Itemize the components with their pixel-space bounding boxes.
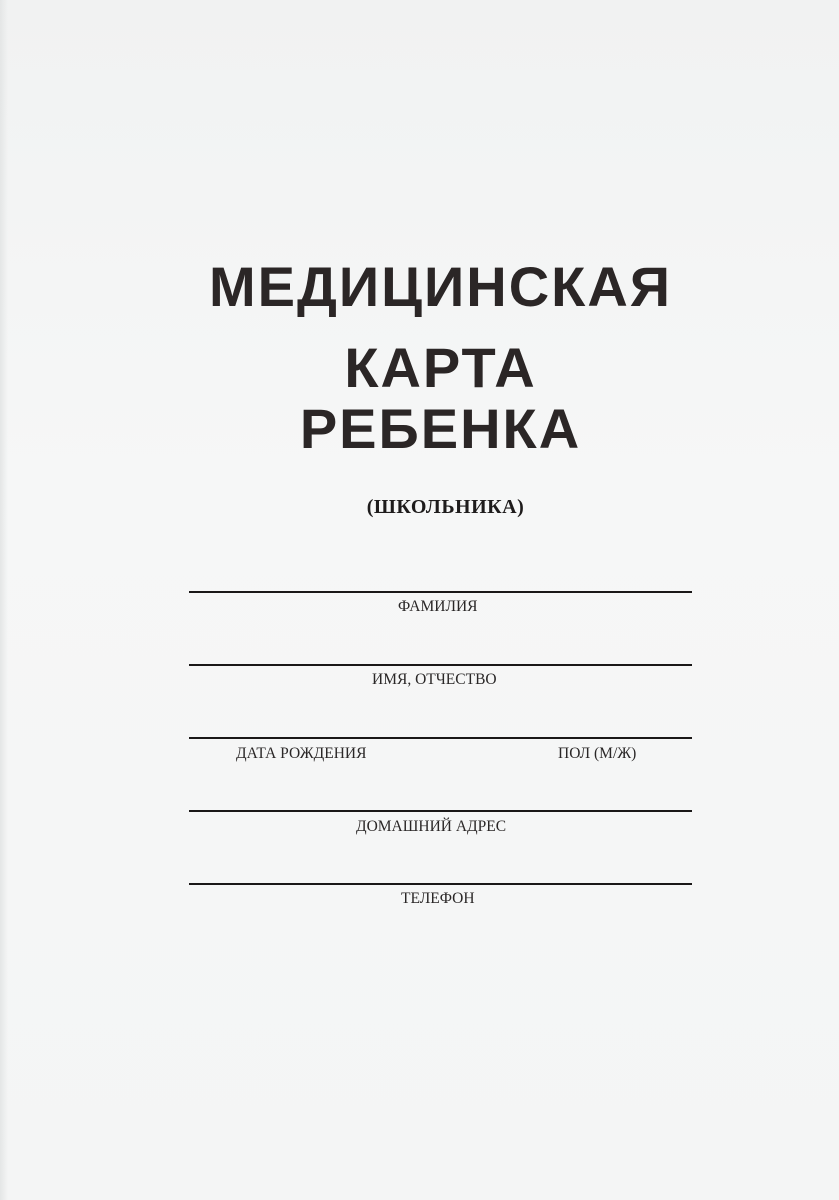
subtitle: (ШКОЛЬНИКА) [366, 496, 525, 518]
phone-label: ТЕЛЕФОН [401, 890, 475, 907]
phone-fill-line[interactable] [189, 883, 692, 885]
title-line-1: МЕДИЦИНСКАЯ [208, 255, 673, 318]
birth-date-sex-fill-line[interactable] [189, 737, 692, 739]
page-edge-shadow [0, 0, 8, 1200]
title-line-2: КАРТА [344, 336, 537, 399]
sex-label: ПОЛ (М/Ж) [558, 745, 637, 762]
home-address-fill-line[interactable] [189, 810, 692, 812]
title-line-3: РЕБЕНКА [299, 397, 582, 460]
birth-date-label: ДАТА РОЖДЕНИЯ [236, 745, 367, 762]
name-patronymic-fill-line[interactable] [189, 664, 692, 666]
home-address-label: ДОМАШНИЙ АДРЕС [356, 818, 507, 835]
name-patronymic-label: ИМЯ, ОТЧЕСТВО [372, 671, 497, 688]
surname-fill-line[interactable] [189, 591, 692, 593]
surname-label: ФАМИЛИЯ [398, 598, 478, 615]
